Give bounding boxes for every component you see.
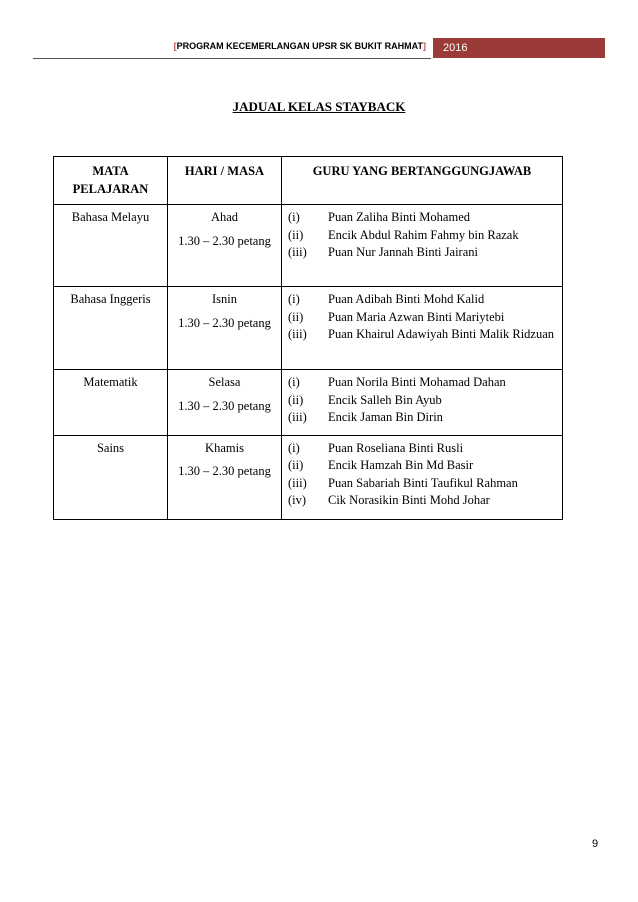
- teacher-number: (ii): [288, 227, 304, 242]
- teacher-number: (i): [288, 292, 300, 306]
- table-row: [54, 370, 563, 436]
- teacher-name: Encik Jaman Bin Dirin: [328, 410, 443, 424]
- subject-cell: Matematik: [54, 370, 168, 436]
- teacher-item: [288, 326, 558, 344]
- header-day-time: HARI / MASA: [168, 157, 282, 205]
- teacher-number: (iii): [288, 245, 307, 259]
- table-row: [54, 205, 563, 287]
- teacher-number: (i): [288, 375, 300, 389]
- teacher-name: Puan Adibah Binti Mohd Kalid: [328, 292, 485, 306]
- page-number: 9: [592, 838, 599, 850]
- teacher-name: Puan Khairul Adawiyah Binti Malik Ridzuan: [328, 327, 555, 341]
- header-bracket-close: ]: [423, 41, 426, 51]
- day-label: Isnin: [212, 292, 237, 306]
- time-label: 1.30 – 2.30 petang: [178, 398, 271, 413]
- day-label: Selasa: [208, 375, 241, 389]
- table-row: [54, 287, 563, 370]
- day-label: Khamis: [205, 440, 244, 455]
- table-header-row: [54, 157, 563, 205]
- subject-cell: Bahasa Melayu: [54, 205, 168, 287]
- teacher-number: (iii): [288, 327, 307, 341]
- teacher-number: (iii): [288, 475, 307, 490]
- day-label: Ahad: [210, 210, 239, 224]
- subject-cell: Sains: [54, 435, 168, 519]
- teacher-item: [288, 374, 558, 392]
- teacher-name: Puan Roseliana Binti Rusli: [328, 440, 464, 455]
- header-divider: [33, 58, 431, 59]
- day-time-cell: [168, 287, 282, 370]
- day-time-cell: [168, 370, 282, 436]
- teachers-cell: [282, 435, 563, 519]
- teacher-item: [288, 244, 558, 262]
- teacher-item: [288, 209, 558, 227]
- time-label: 1.30 – 2.30 petang: [178, 464, 271, 478]
- teacher-item: [288, 309, 558, 327]
- day-time-cell: [168, 435, 282, 519]
- header-bracket-open: [: [173, 41, 177, 51]
- header-subject: MATA PELAJARAN: [54, 157, 168, 205]
- teacher-item: [288, 227, 558, 245]
- teacher-name: Puan Zaliha Binti Mohamed: [328, 210, 470, 224]
- time-label: 1.30 – 2.30 petang: [178, 233, 271, 248]
- page-title: JADUAL KELAS STAYBACK: [232, 99, 406, 114]
- header-program-name: PROGRAM KECEMERLANGAN UPSR SK BUKIT RAHMAT: [176, 41, 423, 51]
- teacher-number: (ii): [288, 309, 304, 324]
- teacher-number: (iv): [288, 493, 307, 507]
- teacher-item: [288, 475, 558, 493]
- teacher-item: [288, 291, 558, 309]
- teacher-item: [288, 409, 558, 427]
- teacher-number: (i): [288, 210, 300, 224]
- day-time-cell: [168, 205, 282, 287]
- teacher-item: [288, 392, 558, 410]
- teacher-number: (i): [288, 440, 300, 455]
- teacher-name: Puan Maria Azwan Binti Mariytebi: [328, 309, 505, 324]
- stayback-schedule-table: [53, 156, 563, 520]
- subject-cell: Bahasa Inggeris: [54, 287, 168, 370]
- teacher-name: Cik Norasikin Binti Mohd Johar: [328, 493, 490, 507]
- teacher-item: [288, 492, 558, 510]
- table-row: [54, 435, 563, 519]
- teacher-name: Encik Salleh Bin Ayub: [328, 392, 442, 407]
- teacher-item: [288, 457, 558, 475]
- teacher-name: Puan Sabariah Binti Taufikul Rahman: [328, 475, 518, 490]
- teacher-item: [288, 440, 558, 458]
- teacher-name: Puan Norila Binti Mohamad Dahan: [328, 375, 506, 389]
- teacher-number: (iii): [288, 410, 307, 424]
- teacher-number: (ii): [288, 458, 304, 472]
- time-label: 1.30 – 2.30 petang: [178, 315, 271, 330]
- teachers-cell: [282, 370, 563, 436]
- teacher-name: Encik Abdul Rahim Fahmy bin Razak: [328, 227, 519, 242]
- header-teachers: GURU YANG BERTANGGUNGJAWAB: [282, 157, 563, 205]
- header-year-badge: 2016: [433, 38, 605, 58]
- teacher-name: Puan Nur Jannah Binti Jairani: [328, 245, 478, 259]
- teachers-cell: [282, 287, 563, 370]
- teachers-cell: [282, 205, 563, 287]
- page-header-program: [166, 41, 426, 51]
- teacher-name: Encik Hamzah Bin Md Basir: [328, 458, 474, 472]
- teacher-number: (ii): [288, 392, 304, 407]
